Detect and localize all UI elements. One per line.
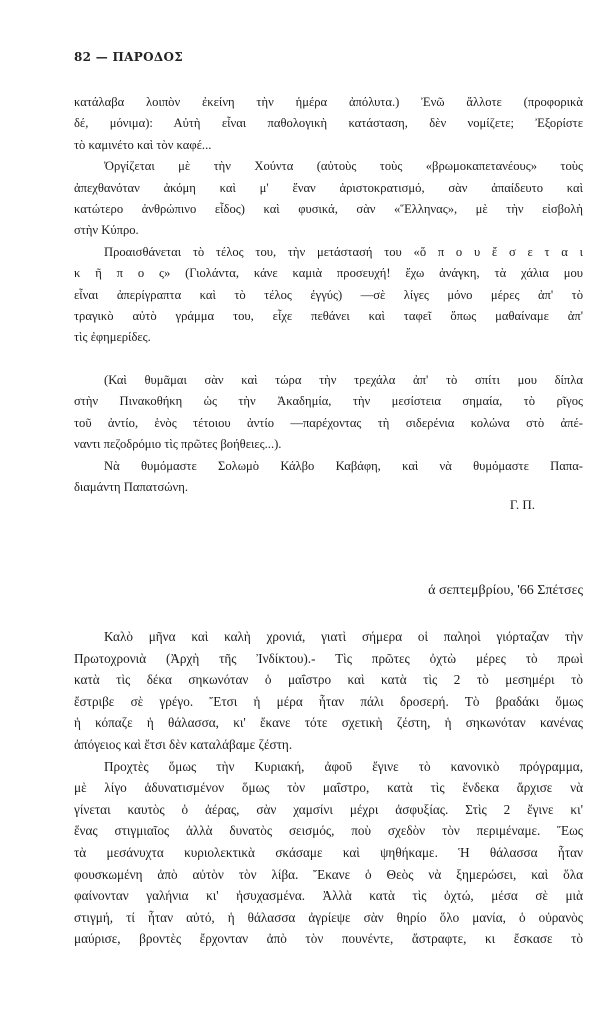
text-line: Πρωτοχρονιὰ (Ἀρχὴ τῆς Ἰνδίκτου).- Τὶς πρῶτες ὀχτὼ μέρες τὸ πρωὶ xyxy=(74,650,583,666)
text-block-2 xyxy=(74,370,583,498)
text-block-1 xyxy=(74,92,583,349)
text-line: Προαισθάνεται τὸ τέλος του, τὴν μετάστασή του «ὅ π ο υ ἔ σ ε τ α ι xyxy=(104,244,583,259)
text-line: δέ, μόνιμα): Αὐτὴ εἶναι παθολογικὴ κατάσταση, δὲν νομίζετε; Ἐξορίστε xyxy=(74,116,583,131)
text-line: κ ῆ π ο ς» (Γιολάντα, κάνε καμιὰ προσευχή! ἔχω ἀνάγκη, τὰ χάλια μου xyxy=(74,266,583,281)
text-line: ναντι πεζοδρόμιο τὶς πρῶτες βοήθειες...). xyxy=(74,437,282,452)
text-line: τὸ καμινέτο καὶ τὸν καφέ... xyxy=(74,137,212,152)
text-line: μαύρισε, βροντὲς ἔρχονταν ἀπὸ τὸν πουνέντε, ἄστραφτε, κι ἔσκασε τὸ xyxy=(74,931,583,947)
text-line: (Καὶ θυμᾶμαι σὰν καὶ τώρα τὴν τρεχάλα ἀπ' τὸ σπίτι μου δίπλα xyxy=(104,373,583,387)
text-line: τὶς ἐφημερίδες. xyxy=(74,330,151,345)
text-line: Νὰ θυμόμαστε Σολωμὸ Κάλβο Καβάφη, καὶ νὰ θυμόμαστε Παπα- xyxy=(104,458,583,473)
text-line: ἀπεχθανόταν ἀκόμη καὶ μ' ἕναν ἀριστοκρατισμό, σὰν ἀπαίδευτο καὶ xyxy=(74,180,583,195)
text-line: εἶναι ἀπερίγραπτα καὶ τὸ τέλος ἐγγύς) —σὲ λίγες μόνο μέρες ἀπ' τὸ xyxy=(74,287,583,302)
text-line: ἔστριβε σὲ γρέγο. Ἔτσι ἡ μέρα ἦταν πάλι δροσερή. Τὸ βραδάκι ὅμως xyxy=(74,693,583,709)
text-line: στὴν Κύπρο. xyxy=(74,223,139,238)
text-line: τὰ μεσάνυχτα κυριολεκτικὰ σκάσαμε καὶ ψηθήκαμε. Ἡ θάλασσα ἦταν xyxy=(74,844,583,860)
text-line: στιγμή, τί ἦταν αὐτό, ἡ θάλασσα ἀγρίεψε σὰν θηρίο ὅλο μανία, ὁ οὐρανὸς xyxy=(74,909,583,925)
text-line: τοῦ ἀντίο, ἑνὸς τέτοιου ἀντίο —παρέχοντας τὴ σιδερένια κολώνα στὸ ἀπέ- xyxy=(74,415,583,430)
text-line: Ὀργίζεται μὲ τὴν Χούντα (αὐτοὺς τοὺς «βρωμοκαπετανέους» τοὺς xyxy=(104,159,583,174)
text-line: διαμάντη Παπατσώνη. xyxy=(74,480,188,495)
text-line: φουσκωμένη ἀπὸ αὐτὸν τὸν λίβα. Ἔκανε ὁ Θεὸς νὰ ξημερώσει, καὶ ὅλα xyxy=(74,866,583,882)
text-line: κατὰ τὶς δέκα σηκωνόταν ὁ μαΐστρο καὶ κατὰ τὶς 2 τὸ μεσημέρι τὸ xyxy=(74,672,583,688)
running-head: 82 — ΠΑΡΟΔΟΣ xyxy=(74,50,184,64)
dateline: ά σεπτεμβρίου, '66 Σπέτσες xyxy=(428,583,583,598)
text-block-3 xyxy=(74,626,583,950)
text-line: κατάλαβα λοιπὸν ἐκείνη τὴν ἡμέρα ἀπόλυτα.) Ἐνῶ ἄλλοτε (προφορικὰ xyxy=(74,95,583,109)
text-line: ἡ κόπαζε ἡ θάλασσα, κι' ἔκανε τότε σχετικὴ ζέστη, ἡ σηκωνόταν κανένας xyxy=(74,715,583,731)
signature: Γ. Π. xyxy=(509,497,535,512)
text-line: κατώτερο ἀνθρώπινο εἶδος) καὶ φυσικά, σὰν «Ἕλληνας», μὲ τὴν εἰσβολὴ xyxy=(74,202,583,217)
text-line: Καλὸ μῆνα καὶ καλὴ χρονιά, γιατὶ σήμερα οἱ παληοὶ γιόρταζαν τὴν xyxy=(104,629,583,644)
text-line: στὴν Πινακοθήκη ὡς τὴν Ἀκαδημία, τὴν μεσίστεια σημαία, τὸ ρῖγος xyxy=(74,394,583,409)
text-line: φαίνονταν γαλήνια κι' ἠσυχασμένα. Ἀλλὰ κατὰ τὶς ὀχτώ, μέσα σὲ μιὰ xyxy=(74,888,583,904)
text-line: γίνεται καυτὸς ὁ ἀέρας, σὰν χαμσίνι μέχρι ἀσφυξίας. Στὶς 2 ἔγινε κι' xyxy=(74,801,583,817)
text-line: ἀπόγειος καὶ ἔτσι δὲν καταλάβαμε ζέστη. xyxy=(74,736,293,752)
text-line: ἕνας στιγμιαῖος ἀλλὰ δυνατὸς σεισμός, ποὺ σχεδὸν τὸν περιμέναμε. Ἕως xyxy=(74,823,583,839)
text-line: τραγικὸ αὐτὸ γράμμα του, εἶχε πεθάνει καὶ ταφεῖ ὅπως μαθαίναμε ἀπ' xyxy=(74,309,583,324)
text-line: Προχτὲς ὅμως τὴν Κυριακή, ἀφοῦ ἔγινε τὸ κανονικὸ πρόγραμμα, xyxy=(104,758,583,774)
text-line: μὲ λίγο ἀδυνατισμένον ὅμως τὸν μαΐστρο, κατὰ τὶς ἕνδεκα ἄρχισε νὰ xyxy=(74,780,583,796)
